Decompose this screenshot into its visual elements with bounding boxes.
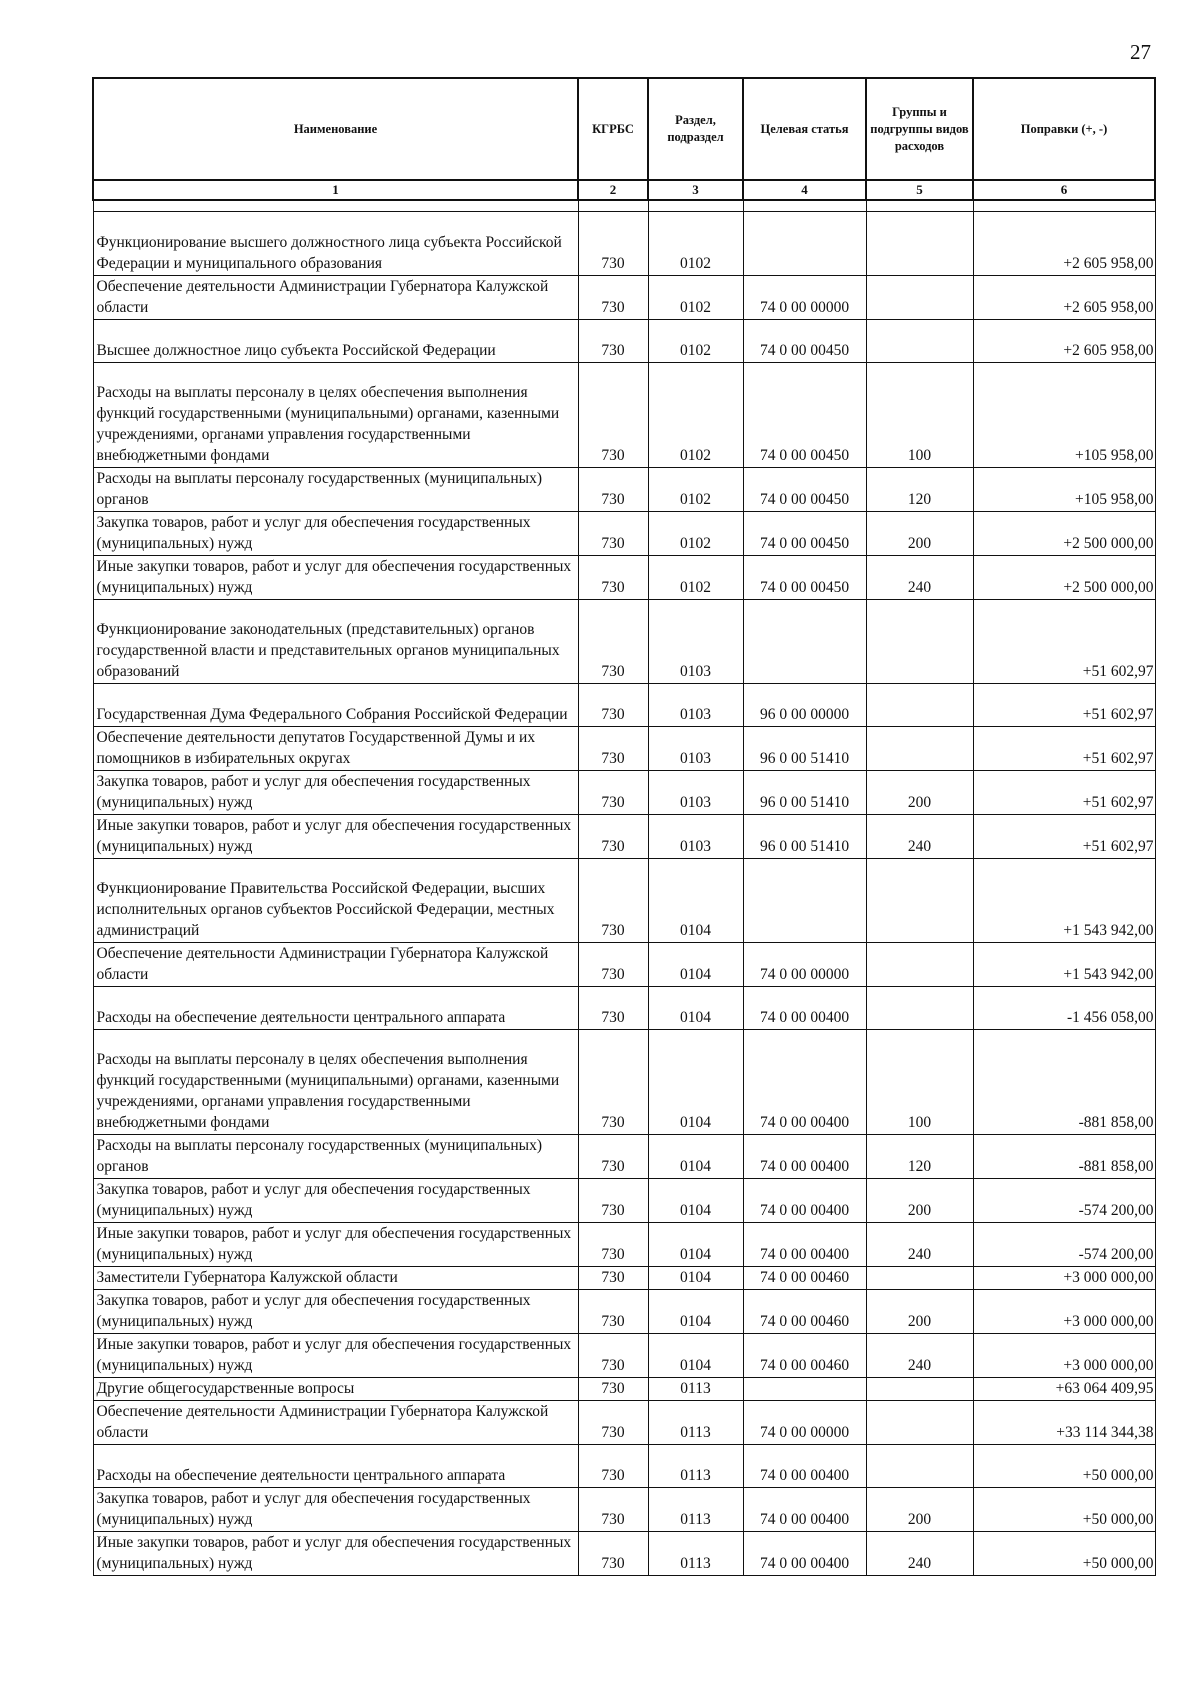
cell-kgrbs: 730 — [578, 1223, 648, 1267]
cell-section: 0103 — [648, 727, 743, 771]
table-row — [93, 1445, 1155, 1488]
table-header — [93, 78, 1155, 212]
cell-kgrbs: 730 — [578, 276, 648, 320]
cell-target-article: 96 0 00 00000 — [743, 684, 866, 727]
cell-kgrbs: 730 — [578, 1267, 648, 1290]
cell-section: 0104 — [648, 987, 743, 1030]
cell-target-article — [743, 600, 866, 684]
cell-kgrbs: 730 — [578, 556, 648, 600]
cell-name: Иные закупки товаров, работ и услуг для обеспечения государственных (муниципальных) нужд — [93, 1334, 578, 1378]
cell-amendment-amount: -1 456 058,00 — [973, 987, 1155, 1030]
cell-kgrbs: 730 — [578, 727, 648, 771]
cell-kgrbs: 730 — [578, 1179, 648, 1223]
column-number-row — [93, 180, 1155, 200]
table-row — [93, 600, 1155, 684]
cell-expense-group: 200 — [866, 771, 973, 815]
cell-expense-group: 240 — [866, 556, 973, 600]
cell-target-article — [743, 859, 866, 943]
cell-section: 0113 — [648, 1488, 743, 1532]
table-row — [93, 1488, 1155, 1532]
cell-kgrbs: 730 — [578, 943, 648, 987]
cell-amendment-amount: +51 602,97 — [973, 727, 1155, 771]
cell-kgrbs: 730 — [578, 815, 648, 859]
cell-target-article — [743, 212, 866, 276]
table-row — [93, 1532, 1155, 1576]
header-target-article: Целевая статья — [743, 78, 866, 180]
cell-target-article: 74 0 00 00000 — [743, 276, 866, 320]
table-row — [93, 556, 1155, 600]
cell-kgrbs: 730 — [578, 468, 648, 512]
table-row — [93, 684, 1155, 727]
cell-name: Иные закупки товаров, работ и услуг для обеспечения государственных (муниципальных) нужд — [93, 815, 578, 859]
cell-name: Расходы на выплаты персоналу государственных (муниципальных) органов — [93, 1135, 578, 1179]
cell-section: 0103 — [648, 684, 743, 727]
table-row — [93, 727, 1155, 771]
cell-name: Обеспечение деятельности депутатов Государственной Думы и их помощников в избирательных округах — [93, 727, 578, 771]
cell-section: 0104 — [648, 859, 743, 943]
cell-expense-group: 240 — [866, 1334, 973, 1378]
cell-section: 0113 — [648, 1532, 743, 1576]
cell-expense-group — [866, 1445, 973, 1488]
table-row — [93, 1135, 1155, 1179]
cell-expense-group — [866, 1267, 973, 1290]
cell-expense-group: 100 — [866, 1030, 973, 1135]
header-spacer-row — [93, 200, 1155, 212]
cell-section: 0113 — [648, 1378, 743, 1401]
cell-name: Иные закупки товаров, работ и услуг для обеспечения государственных (муниципальных) нужд — [93, 1532, 578, 1576]
cell-name: Обеспечение деятельности Администрации Губернатора Калужской области — [93, 943, 578, 987]
cell-expense-group: 120 — [866, 1135, 973, 1179]
cell-kgrbs: 730 — [578, 771, 648, 815]
cell-section: 0102 — [648, 556, 743, 600]
cell-kgrbs: 730 — [578, 363, 648, 468]
cell-expense-group — [866, 1378, 973, 1401]
table-row — [93, 943, 1155, 987]
header-row — [93, 78, 1155, 180]
table-row — [93, 1223, 1155, 1267]
table-row — [93, 1334, 1155, 1378]
cell-name: Закупка товаров, работ и услуг для обеспечения государственных (муниципальных) нужд — [93, 1290, 578, 1334]
table-row — [93, 1030, 1155, 1135]
cell-target-article — [743, 1378, 866, 1401]
cell-amendment-amount: -574 200,00 — [973, 1179, 1155, 1223]
cell-target-article: 74 0 00 00460 — [743, 1334, 866, 1378]
cell-kgrbs: 730 — [578, 1488, 648, 1532]
cell-kgrbs: 730 — [578, 1334, 648, 1378]
cell-target-article: 74 0 00 00400 — [743, 1445, 866, 1488]
cell-expense-group — [866, 212, 973, 276]
cell-kgrbs: 730 — [578, 859, 648, 943]
cell-name: Другие общегосударственные вопросы — [93, 1378, 578, 1401]
cell-target-article: 74 0 00 00450 — [743, 320, 866, 363]
cell-name: Иные закупки товаров, работ и услуг для обеспечения государственных (муниципальных) нужд — [93, 1223, 578, 1267]
cell-name: Расходы на выплаты персоналу в целях обеспечения выполнения функций государственными (муниципальными) органами, казенными учреждениями, органами управления государственными внебюджетными фондами — [93, 1030, 578, 1135]
cell-name: Закупка товаров, работ и услуг для обеспечения государственных (муниципальных) нужд — [93, 1488, 578, 1532]
cell-amendment-amount: +51 602,97 — [973, 771, 1155, 815]
cell-amendment-amount: +51 602,97 — [973, 600, 1155, 684]
cell-expense-group — [866, 276, 973, 320]
cell-target-article: 96 0 00 51410 — [743, 815, 866, 859]
column-number: 2 — [578, 180, 648, 200]
table-row — [93, 815, 1155, 859]
cell-target-article: 74 0 00 00000 — [743, 943, 866, 987]
cell-kgrbs: 730 — [578, 1030, 648, 1135]
cell-section: 0104 — [648, 1135, 743, 1179]
column-number: 1 — [93, 180, 578, 200]
cell-kgrbs: 730 — [578, 320, 648, 363]
cell-amendment-amount: +51 602,97 — [973, 815, 1155, 859]
cell-section: 0103 — [648, 815, 743, 859]
table-row — [93, 212, 1155, 276]
cell-expense-group — [866, 1401, 973, 1445]
cell-name: Функционирование законодательных (представительных) органов государственной власти и представительных органов муниципальных образований — [93, 600, 578, 684]
table-row — [93, 771, 1155, 815]
cell-target-article: 74 0 00 00400 — [743, 1179, 866, 1223]
column-number: 4 — [743, 180, 866, 200]
cell-amendment-amount: +33 114 344,38 — [973, 1401, 1155, 1445]
header-name: Наименование — [93, 78, 578, 180]
cell-expense-group: 200 — [866, 1290, 973, 1334]
cell-expense-group — [866, 727, 973, 771]
cell-name: Расходы на обеспечение деятельности центрального аппарата — [93, 1445, 578, 1488]
cell-expense-group: 240 — [866, 1223, 973, 1267]
cell-section: 0102 — [648, 468, 743, 512]
cell-expense-group — [866, 859, 973, 943]
cell-section: 0104 — [648, 1223, 743, 1267]
cell-amendment-amount: +51 602,97 — [973, 684, 1155, 727]
cell-expense-group: 120 — [866, 468, 973, 512]
header-section: Раздел, подраздел — [648, 78, 743, 180]
table-row — [93, 468, 1155, 512]
cell-amendment-amount: +105 958,00 — [973, 468, 1155, 512]
table-body — [93, 212, 1155, 1576]
page-number: 27 — [1130, 40, 1151, 64]
cell-name: Заместители Губернатора Калужской области — [93, 1267, 578, 1290]
cell-kgrbs: 730 — [578, 212, 648, 276]
cell-expense-group — [866, 943, 973, 987]
cell-name: Государственная Дума Федерального Собрания Российской Федерации — [93, 684, 578, 727]
cell-name: Высшее должностное лицо субъекта Российской Федерации — [93, 320, 578, 363]
cell-section: 0113 — [648, 1445, 743, 1488]
cell-section: 0103 — [648, 771, 743, 815]
cell-expense-group: 200 — [866, 1179, 973, 1223]
cell-name: Расходы на обеспечение деятельности центрального аппарата — [93, 987, 578, 1030]
cell-kgrbs: 730 — [578, 1401, 648, 1445]
header-expense-group: Группы и подгруппы видов расходов — [866, 78, 973, 180]
cell-name: Закупка товаров, работ и услуг для обеспечения государственных (муниципальных) нужд — [93, 771, 578, 815]
cell-section: 0102 — [648, 512, 743, 556]
cell-amendment-amount: +2 500 000,00 — [973, 512, 1155, 556]
cell-section: 0102 — [648, 212, 743, 276]
cell-target-article: 74 0 00 00450 — [743, 512, 866, 556]
cell-kgrbs: 730 — [578, 1445, 648, 1488]
table-row — [93, 1290, 1155, 1334]
cell-kgrbs: 730 — [578, 600, 648, 684]
table-row — [93, 512, 1155, 556]
cell-kgrbs: 730 — [578, 1378, 648, 1401]
cell-expense-group: 240 — [866, 815, 973, 859]
cell-section: 0104 — [648, 1290, 743, 1334]
column-number: 6 — [973, 180, 1155, 200]
cell-expense-group: 200 — [866, 1488, 973, 1532]
table-row — [93, 1267, 1155, 1290]
cell-amendment-amount: -574 200,00 — [973, 1223, 1155, 1267]
cell-section: 0103 — [648, 600, 743, 684]
cell-expense-group — [866, 987, 973, 1030]
cell-name: Обеспечение деятельности Администрации Губернатора Калужской области — [93, 276, 578, 320]
table-row — [93, 987, 1155, 1030]
cell-expense-group — [866, 320, 973, 363]
cell-section: 0104 — [648, 1267, 743, 1290]
table-row — [93, 276, 1155, 320]
cell-target-article: 74 0 00 00450 — [743, 468, 866, 512]
cell-target-article: 96 0 00 51410 — [743, 771, 866, 815]
cell-amendment-amount: +50 000,00 — [973, 1488, 1155, 1532]
cell-amendment-amount: -881 858,00 — [973, 1135, 1155, 1179]
cell-amendment-amount: +2 605 958,00 — [973, 320, 1155, 363]
budget-amendments-table — [92, 77, 1156, 1576]
table-row — [93, 320, 1155, 363]
cell-amendment-amount: +3 000 000,00 — [973, 1290, 1155, 1334]
cell-kgrbs: 730 — [578, 1290, 648, 1334]
cell-section: 0102 — [648, 276, 743, 320]
cell-target-article: 74 0 00 00460 — [743, 1267, 866, 1290]
cell-target-article: 74 0 00 00400 — [743, 1030, 866, 1135]
cell-target-article: 74 0 00 00400 — [743, 987, 866, 1030]
cell-amendment-amount: +2 605 958,00 — [973, 276, 1155, 320]
cell-name: Функционирование Правительства Российской Федерации, высших исполнительных органов субъектов Российской Федерации, местных администраций — [93, 859, 578, 943]
cell-expense-group — [866, 600, 973, 684]
header-kgrbs: КГРБС — [578, 78, 648, 180]
cell-section: 0104 — [648, 1179, 743, 1223]
cell-amendment-amount: +105 958,00 — [973, 363, 1155, 468]
cell-section: 0102 — [648, 363, 743, 468]
cell-name: Закупка товаров, работ и услуг для обеспечения государственных (муниципальных) нужд — [93, 512, 578, 556]
cell-name: Функционирование высшего должностного лица субъекта Российской Федерации и муниципального образования — [93, 212, 578, 276]
cell-target-article: 74 0 00 00400 — [743, 1135, 866, 1179]
cell-section: 0113 — [648, 1401, 743, 1445]
cell-kgrbs: 730 — [578, 1135, 648, 1179]
cell-expense-group: 240 — [866, 1532, 973, 1576]
table-row — [93, 1179, 1155, 1223]
table-row — [93, 363, 1155, 468]
cell-name: Обеспечение деятельности Администрации Губернатора Калужской области — [93, 1401, 578, 1445]
cell-target-article: 74 0 00 00460 — [743, 1290, 866, 1334]
cell-target-article: 96 0 00 51410 — [743, 727, 866, 771]
column-number: 5 — [866, 180, 973, 200]
cell-kgrbs: 730 — [578, 684, 648, 727]
cell-amendment-amount: +2 500 000,00 — [973, 556, 1155, 600]
cell-amendment-amount: +50 000,00 — [973, 1445, 1155, 1488]
cell-target-article: 74 0 00 00450 — [743, 556, 866, 600]
cell-section: 0102 — [648, 320, 743, 363]
cell-name: Расходы на выплаты персоналу государственных (муниципальных) органов — [93, 468, 578, 512]
cell-section: 0104 — [648, 1334, 743, 1378]
cell-name: Расходы на выплаты персоналу в целях обеспечения выполнения функций государственными (муниципальными) органами, казенными учреждениями, органами управления государственными внебюджетными фондами — [93, 363, 578, 468]
cell-expense-group: 200 — [866, 512, 973, 556]
cell-name: Закупка товаров, работ и услуг для обеспечения государственных (муниципальных) нужд — [93, 1179, 578, 1223]
column-number: 3 — [648, 180, 743, 200]
cell-expense-group: 100 — [866, 363, 973, 468]
cell-amendment-amount: +3 000 000,00 — [973, 1334, 1155, 1378]
cell-target-article: 74 0 00 00000 — [743, 1401, 866, 1445]
cell-expense-group — [866, 684, 973, 727]
cell-name: Иные закупки товаров, работ и услуг для обеспечения государственных (муниципальных) нужд — [93, 556, 578, 600]
cell-amendment-amount: +1 543 942,00 — [973, 859, 1155, 943]
cell-target-article: 74 0 00 00400 — [743, 1488, 866, 1532]
cell-section: 0104 — [648, 943, 743, 987]
cell-target-article: 74 0 00 00400 — [743, 1223, 866, 1267]
cell-amendment-amount: +1 543 942,00 — [973, 943, 1155, 987]
header-amendments: Поправки (+, -) — [973, 78, 1155, 180]
cell-target-article: 74 0 00 00400 — [743, 1532, 866, 1576]
cell-amendment-amount: +3 000 000,00 — [973, 1267, 1155, 1290]
table-row — [93, 859, 1155, 943]
cell-section: 0104 — [648, 1030, 743, 1135]
cell-amendment-amount: +63 064 409,95 — [973, 1378, 1155, 1401]
cell-target-article: 74 0 00 00450 — [743, 363, 866, 468]
cell-amendment-amount: -881 858,00 — [973, 1030, 1155, 1135]
cell-amendment-amount: +50 000,00 — [973, 1532, 1155, 1576]
cell-amendment-amount: +2 605 958,00 — [973, 212, 1155, 276]
cell-kgrbs: 730 — [578, 512, 648, 556]
cell-kgrbs: 730 — [578, 987, 648, 1030]
cell-kgrbs: 730 — [578, 1532, 648, 1576]
table-row — [93, 1401, 1155, 1445]
table-row — [93, 1378, 1155, 1401]
